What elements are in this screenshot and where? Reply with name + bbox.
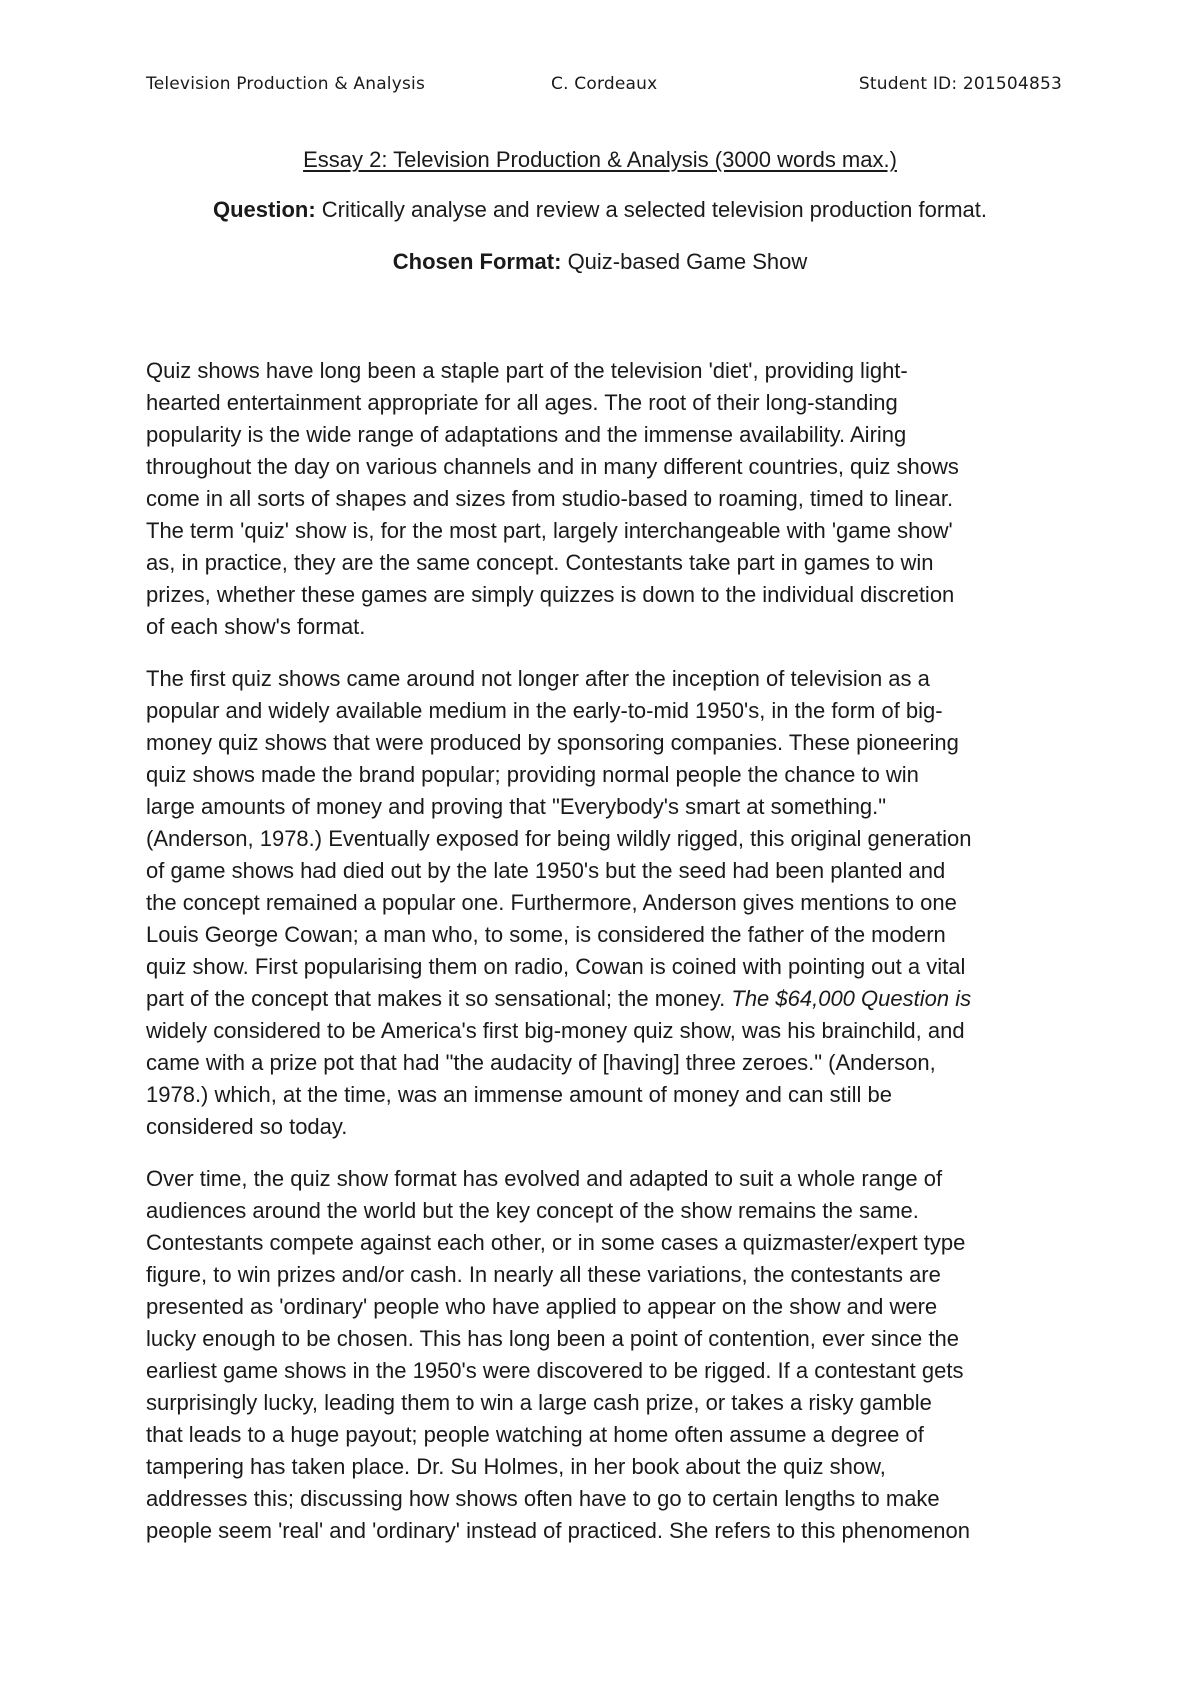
header-course-title: Television Production & Analysis [146,74,426,94]
text-line: quiz shows made the brand popular; providing normal people the chance to win [146,762,919,787]
text-line: popularity is the wide range of adaptations and the immense availability. Airing [146,422,907,447]
text-line: prizes, whether these games are simply quizzes is down to the individual discretion [146,582,955,607]
text-line-with-italic [146,983,1086,1015]
header-student-id: Student ID: 201504853 [858,74,1062,94]
question-line [100,194,1100,226]
italic-show-title: The $64,000 Question is [731,986,972,1011]
text-line: as, in practice, they are the same concept. Contestants take part in games to win [146,550,934,575]
chosen-format-label: Chosen Format: [392,249,562,274]
text-line: of each show's format. [146,614,366,639]
text-line: surprisingly lucky, leading them to win a large cash prize, or takes a risky gamble [146,1390,932,1415]
text-line: 1978.) which, at the time, was an immense amount of money and can still be [146,1082,892,1107]
text-line: money quiz shows that were produced by sponsoring companies. These pioneering [146,730,959,755]
chosen-format-text: Quiz-based Game Show [561,249,808,274]
text-line: that leads to a huge payout; people watching at home often assume a degree of [146,1422,924,1447]
text-line: tampering has taken place. Dr. Su Holmes, in her book about the quiz show, [146,1454,886,1479]
text-line: throughout the day on various channels and in many different countries, quiz shows [146,454,959,479]
question-text: Critically analyse and review a selected television production format. [315,197,987,222]
question-label: Question: [213,197,316,222]
running-header [146,74,1062,102]
text-line: popular and widely available medium in the early-to-mid 1950's, in the form of big- [146,698,943,723]
text-line: earliest game shows in the 1950's were discovered to be rigged. If a contestant gets [146,1358,964,1383]
text-line: large amounts of money and proving that "Everybody's smart at something." [146,794,887,819]
text-line: the concept remained a popular one. Furthermore, Anderson gives mentions to one [146,890,957,915]
text-segment: part of the concept that makes it so sensational; the money. [146,986,732,1011]
text-line: hearted entertainment appropriate for all ages. The root of their long-standing [146,390,898,415]
text-line: The first quiz shows came around not longer after the inception of television as a [146,666,930,691]
essay-body [146,355,1086,1567]
paragraph-2 [146,663,1086,1143]
text-line: audiences around the world but the key concept of the show remains the same. [146,1198,919,1223]
text-line: Quiz shows have long been a staple part of the television 'diet', providing light- [146,358,908,383]
text-line: Contestants compete against each other, or in some cases a quizmaster/expert type [146,1230,966,1255]
text-line: widely considered to be America's first big-money quiz show, was his brainchild, and [146,1018,965,1043]
title-block [100,144,1100,278]
text-line: people seem 'real' and 'ordinary' instead of practiced. She refers to this phenomenon [146,1518,970,1543]
text-line: came with a prize pot that had "the audacity of [having] three zeroes." (Anderson, [146,1050,936,1075]
text-line: presented as 'ordinary' people who have applied to appear on the show and were [146,1294,938,1319]
essay-title: Essay 2: Television Production & Analysis (3000 words max.) [303,147,897,172]
text-line: The term 'quiz' show is, for the most part, largely interchangeable with 'game show' [146,518,953,543]
text-line: quiz show. First popularising them on radio, Cowan is coined with pointing out a vital [146,954,966,979]
text-line: Over time, the quiz show format has evolved and adapted to suit a whole range of [146,1166,943,1191]
text-line: (Anderson, 1978.) Eventually exposed for being wildly rigged, this original generation [146,826,972,851]
text-line: come in all sorts of shapes and sizes from studio-based to roaming, timed to linear. [146,486,954,511]
chosen-format-line [100,246,1100,278]
text-line: addresses this; discussing how shows often have to go to certain lengths to make [146,1486,940,1511]
paragraph-3 [146,1163,1086,1547]
paragraph-1 [146,355,1086,643]
text-line: Louis George Cowan; a man who, to some, is considered the father of the modern [146,922,946,947]
text-line: of game shows had died out by the late 1950's but the seed had been planted and [146,858,946,883]
text-line: figure, to win prizes and/or cash. In nearly all these variations, the contestants are [146,1262,941,1287]
header-author-name: C. Cordeaux [551,74,658,94]
text-line: lucky enough to be chosen. This has long been a point of contention, ever since the [146,1326,959,1351]
text-line: considered so today. [146,1114,348,1139]
